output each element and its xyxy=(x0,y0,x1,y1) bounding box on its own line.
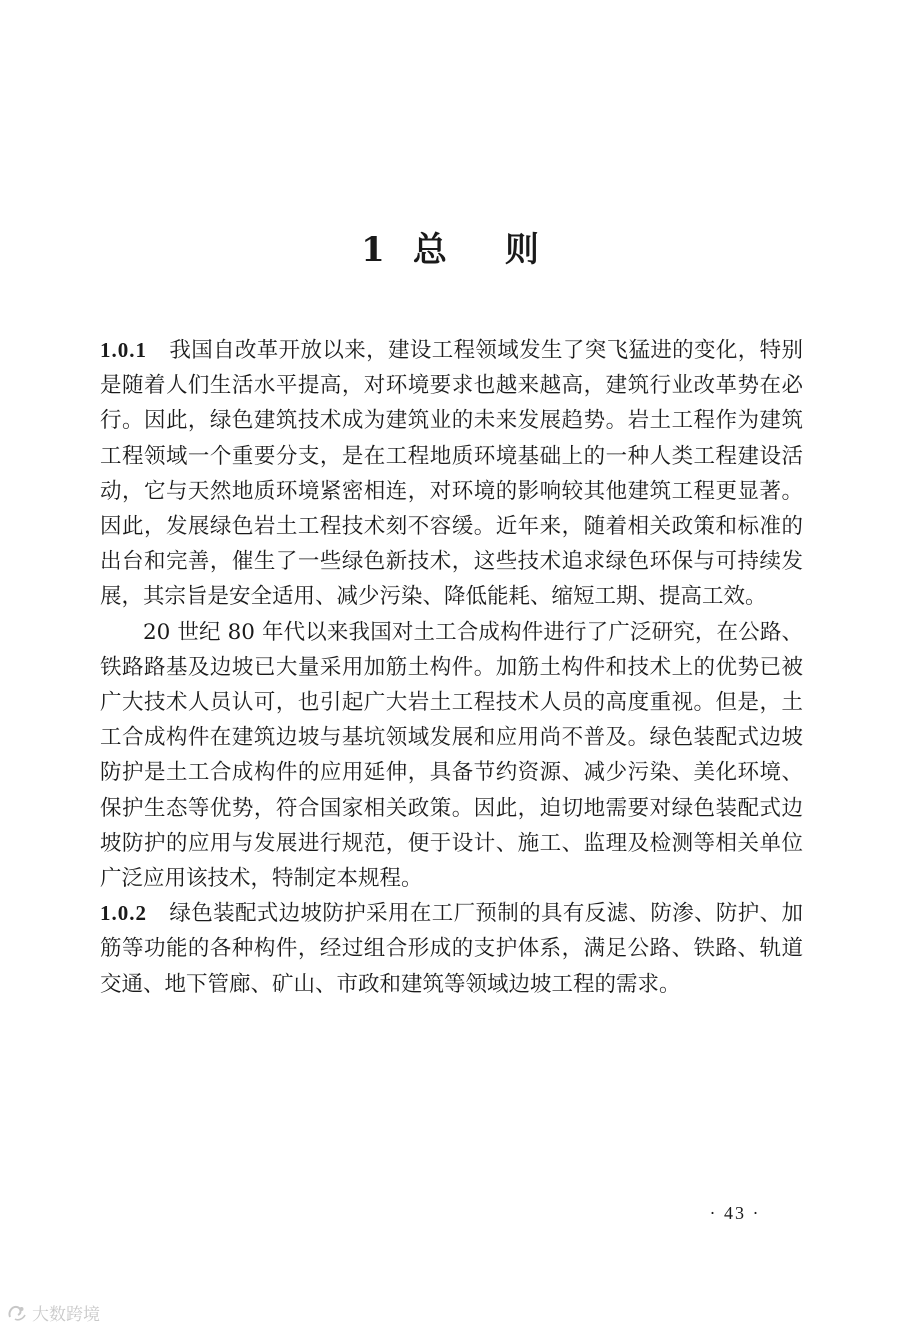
clause-paragraph xyxy=(100,615,803,897)
clause-paragraph xyxy=(100,333,803,615)
chapter-title xyxy=(0,222,900,271)
watermark xyxy=(6,1300,100,1325)
chapter-number: 1 xyxy=(361,230,385,270)
body-text xyxy=(100,333,803,1002)
clause-number: 1.0.2 xyxy=(100,901,147,926)
watermark-text: 大数跨境 xyxy=(32,1305,100,1325)
clause-number: 1.0.1 xyxy=(100,338,147,362)
clause-text: 我国自改革开放以来，建设工程领域发生了突飞猛进的变化，特别是随着人们生活水平提高，对环境要求也越来越高，建筑行业改革势在必行。因此，绿色建筑技术成为建筑业的未来发展趋势。岩土工程作为建筑工程领域一个重要分支，是在工程地质环境基础上的一种人类工程建设活动，它与天然地质环境紧密相连，对环境的影响较其他建筑工程更显著。因此，发展绿色岩土工程技术刻不容缓。近年来，随着相关政策和标准的出台和完善，催生了一些绿色新技术，这些技术追求绿色环保与可持续发展，其宗旨是安全适用、减少污染、降低能耗、缩短工期、提高工效。 xyxy=(100,338,803,610)
clause-text: 20 世纪 80 年代以来我国对土工合成构件进行了广泛研究，在公路、铁路路基及边坡已大量采用加筋土构件。加筋土构件和技术上的优势已被广大技术人员认可，也引起广大岩土工程技术人员的高度重视。但是，土工合成构件在建筑边坡与基坑领域发展和应用尚不普及。绿色装配式边坡防护是土工合成构件的应用延伸，具备节约资源、减少污染、美化环境、保护生态等优势，符合国家相关政策。因此，迫切地需要对绿色装配式边坡防护的应用与发展进行规范，便于设计、施工、监理及检测等相关单位广泛应用该技术，特制定本规程。 xyxy=(100,619,803,892)
page-number: · 43 · xyxy=(709,1203,761,1223)
clause-paragraph xyxy=(100,896,803,1002)
chapter-title-part2: 则 xyxy=(504,230,539,270)
clause-text: 绿色装配式边坡防护采用在工厂预制的具有反滤、防渗、防护、加筋等功能的各种构件，经过组合形成的支护体系，满足公路、铁路、轨道交通、地下管廊、矿山、市政和建筑等领域边坡工程的需求。 xyxy=(100,901,803,997)
watermark-logo-icon xyxy=(6,1302,28,1324)
chapter-title-part1: 总 xyxy=(412,230,447,270)
